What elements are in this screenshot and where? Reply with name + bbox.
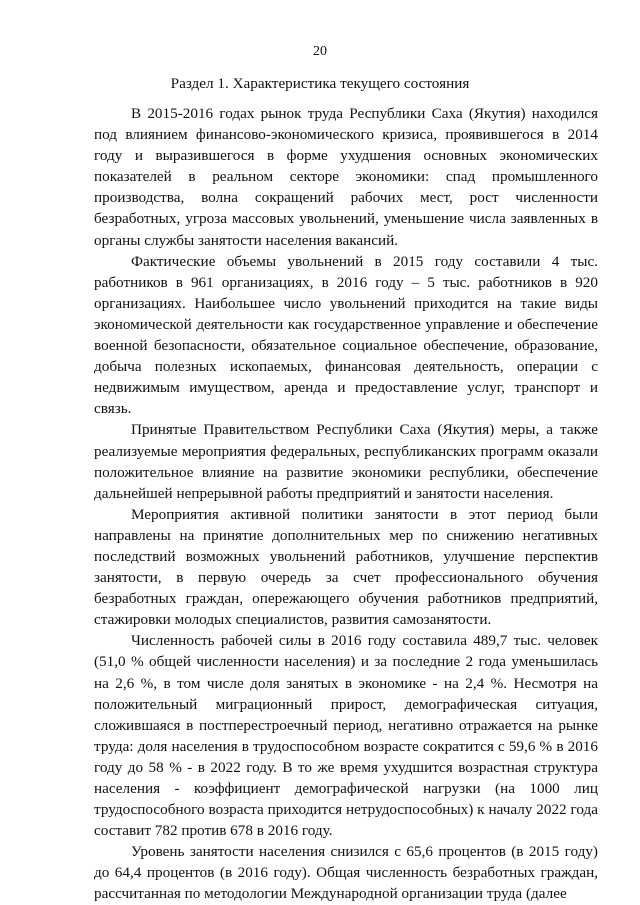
- section-title: Раздел 1. Характеристика текущего состояния: [170, 75, 470, 92]
- body-text: [94, 103, 598, 905]
- paragraph: Фактические объемы увольнений в 2015 году составили 4 тыс. работников в 961 организациях, в 2016 году – 5 тыс. работников в 920 организациях. Наибольшее число увольнений приходится на такие виды экономической деятельности как государственное управление и обеспечение военной безопасности, обязательное социальное обеспечение, образование, добыча полезных ископаемых, финансовая деятельность, операции с недвижимым имуществом, аренда и предоставление услуг, транспорт и связь.: [94, 252, 598, 418]
- paragraph: Численность рабочей силы в 2016 году составила 489,7 тыс. человек (51,0 % общей численности населения) и за последние 2 года уменьшилась на 2,6 %, в том числе доля занятых в экономике - на 2,4 %. Несмотря на положительный миграционный прирост, демографическая ситуация, сложившаяся в постперестроечный период, негативно отражается на рынке труда: доля населения в трудоспособном возрасте сократится с 59,6 % в 2016 году до 58 % - в 2022 году. В то же время ухудшится возрастная структура населения - коэффициент демографической нагрузки (на 1000 лиц трудоспособного возраста приходится нетрудоспособных) к началу 2022 года составит 782 против 678 в 2016 году.: [94, 632, 598, 840]
- paragraph: Уровень занятости населения снизился с 65,6 процентов (в 2015 году) до 64,4 процентов (в 2016 году). Общая численность безработных граждан, рассчитанная по методологии Международной организации труда (далее: [94, 843, 598, 903]
- paragraph: Мероприятия активной политики занятости в этот период были направлены на принятие дополнительных мер по снижению негативных последствий возможных увольнений работников, улучшение перспектив занятости, в первую очередь за счет профессионального обучения безработных граждан, опережающего обучения работников предприятий, стажировки молодых специалистов, развития самозанятости.: [94, 505, 598, 629]
- paragraph: Принятые Правительством Республики Саха (Якутия) меры, а также реализуемые мероприятия федеральных, республиканских программ оказали положительное влияние на развитие экономики республики, обеспечение дальнейшей непрерывной работы предприятий и занятости населения.: [94, 421, 598, 502]
- paragraph: В 2015-2016 годах рынок труда Республики Саха (Якутия) находился под влиянием финансово-экономического кризиса, проявившегося в 2014 году и выразившегося в форме ухудшения основных экономических показателей в реальном секторе экономики: спад промышленного производства, волна сокращений рабочих мест, рост численности безработных, угроза массовых увольнений, уменьшение числа заявленных в органы службы занятости населения вакансий.: [94, 105, 598, 249]
- page-number: 20: [313, 44, 327, 59]
